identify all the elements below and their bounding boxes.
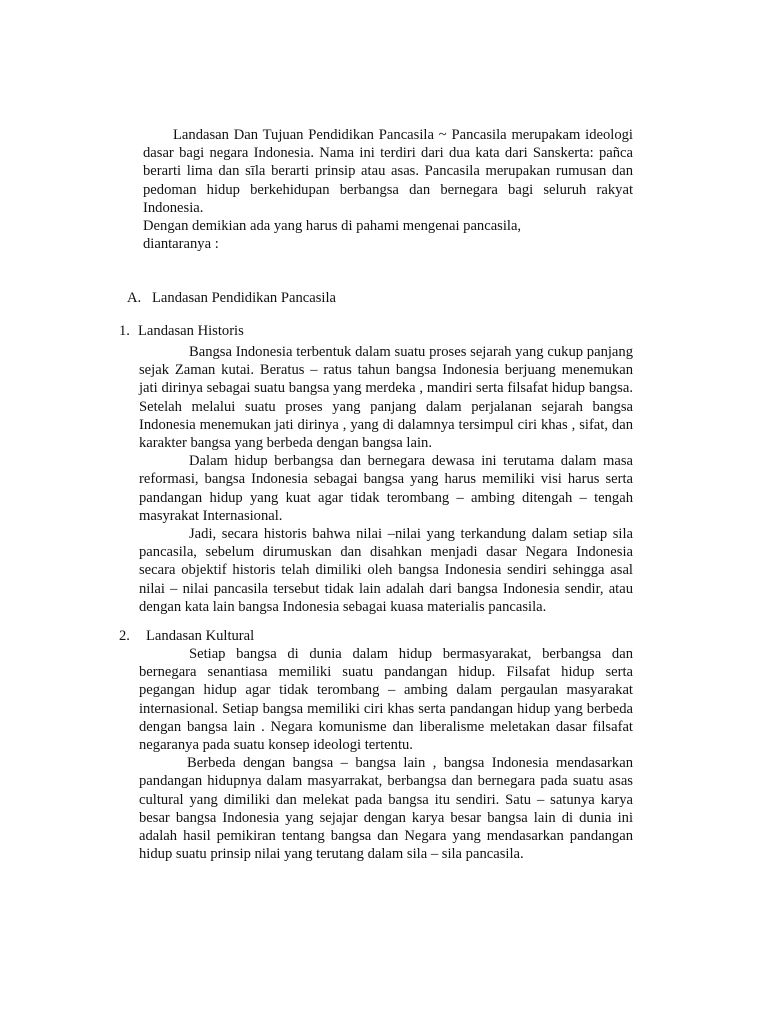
intro-block <box>143 126 633 253</box>
item-2-body <box>139 645 633 863</box>
item-2-title: Landasan Kultural <box>146 628 255 644</box>
item-1-paragraph-3: Jadi, secara historis bahwa nilai –nilai yang terkandung dalam setiap sila pancasila, sebelum dirumuskan dan disahkan menjadi dasar Negara Indonesia secara objektif historis telah dimiliki oleh bangsa Indonesia sendiri sehingga asal nilai – nilai pancasila tersebut tidak lain adalah dari bangsa Indonesia sendir, atau dengan kata lain bangsa Indonesia sebagai kuasa materialis pancasila. <box>139 526 633 615</box>
section-a-title: Landasan Pendidikan Pancasila <box>152 290 336 306</box>
item-1-paragraph-1: Bangsa Indonesia terbentuk dalam suatu proses sejarah yang cukup panjang sejak Zaman kutai. Beratus – ratus tahun bangsa Indonesia berjuang menemukan jati dirinya sebagai suatu bangsa yang merdeka , mandiri serta filsafat hidup bangsa. Setelah melalui suatu proses yang panjang dalam perjalanan sejarah bangsa Indonesia menemukan jati dirinya , yang di dalamnya tersimpul ciri khas , sifat, dan karakter bangsa yang berbeda dengan bangsa lain. <box>139 344 633 452</box>
intro-line-3: diantaranya : <box>143 236 219 253</box>
item-2-paragraph-2: Berbeda dengan bangsa – bangsa lain , bangsa Indonesia mendasarkan pandangan hidupnya dalam masyarrakat, berbangsa dan bernegara pada suatu asas cultural yang dimiliki dan melekat pada bangsa itu sendiri. Satu – satunya karya besar bangsa Indonesia yang sejajar dengan karya besar bangsa lain di dunia ini adalah hasil pemikiran tentang bangsa dan Negara yang mendasarkan pandangan hidup suatu prinsip nilai yang terutang dalam sila – sila pancasila. <box>139 755 633 863</box>
item-1-title: Landasan Historis <box>138 323 244 339</box>
item-1-body <box>139 343 633 616</box>
item-2-marker: 2. <box>119 628 130 644</box>
section-a-marker: A. <box>127 290 142 306</box>
intro-line-2: Dengan demikian ada yang harus di pahami mengenai pancasila, <box>143 218 522 235</box>
intro-paragraph: Landasan Dan Tujuan Pendidikan Pancasila ~ Pancasila merupakam ideologi dasar bagi negara Indonesia. Nama ini terdiri dari dua kata dari Sanskerta: pañca berarti lima dan sīla berarti prinsip atau asas. Pancasila merupakan rumusan dan pedoman hidup berkehidupan berbangsa dan bernegara bagi seluruh rakyat Indonesia. <box>143 127 633 216</box>
item-2-paragraph-1: Setiap bangsa di dunia dalam hidup bermasyarakat, berbangsa dan bernegara senantiasa memiliki suatu pandangan hidup. Filsafat hidup serta pegangan hidup agar tidak terombang – ambing dalam pergaulan masyarakat internasional. Setiap bangsa memiliki ciri khas serta pandangan hidup yang berbeda dengan bangsa lain . Negara komunisme dan liberalisme meletakan dasar filsafat negaranya pada suatu konsep ideologi tertentu. <box>139 646 633 754</box>
item-1-paragraph-2: Dalam hidup berbangsa dan bernegara dewasa ini terutama dalam masa reformasi, bangsa Indonesia sebagai bangsa yang harus memiliki visi harus serta pandangan hidup yang kuat agar tidak terombang – ambing ditengah – tengah masyrakat Internasional. <box>139 453 633 524</box>
item-1-marker: 1. <box>119 323 130 339</box>
item-2-heading <box>119 627 619 645</box>
item-1-heading <box>119 322 619 340</box>
section-a-heading <box>127 289 627 307</box>
